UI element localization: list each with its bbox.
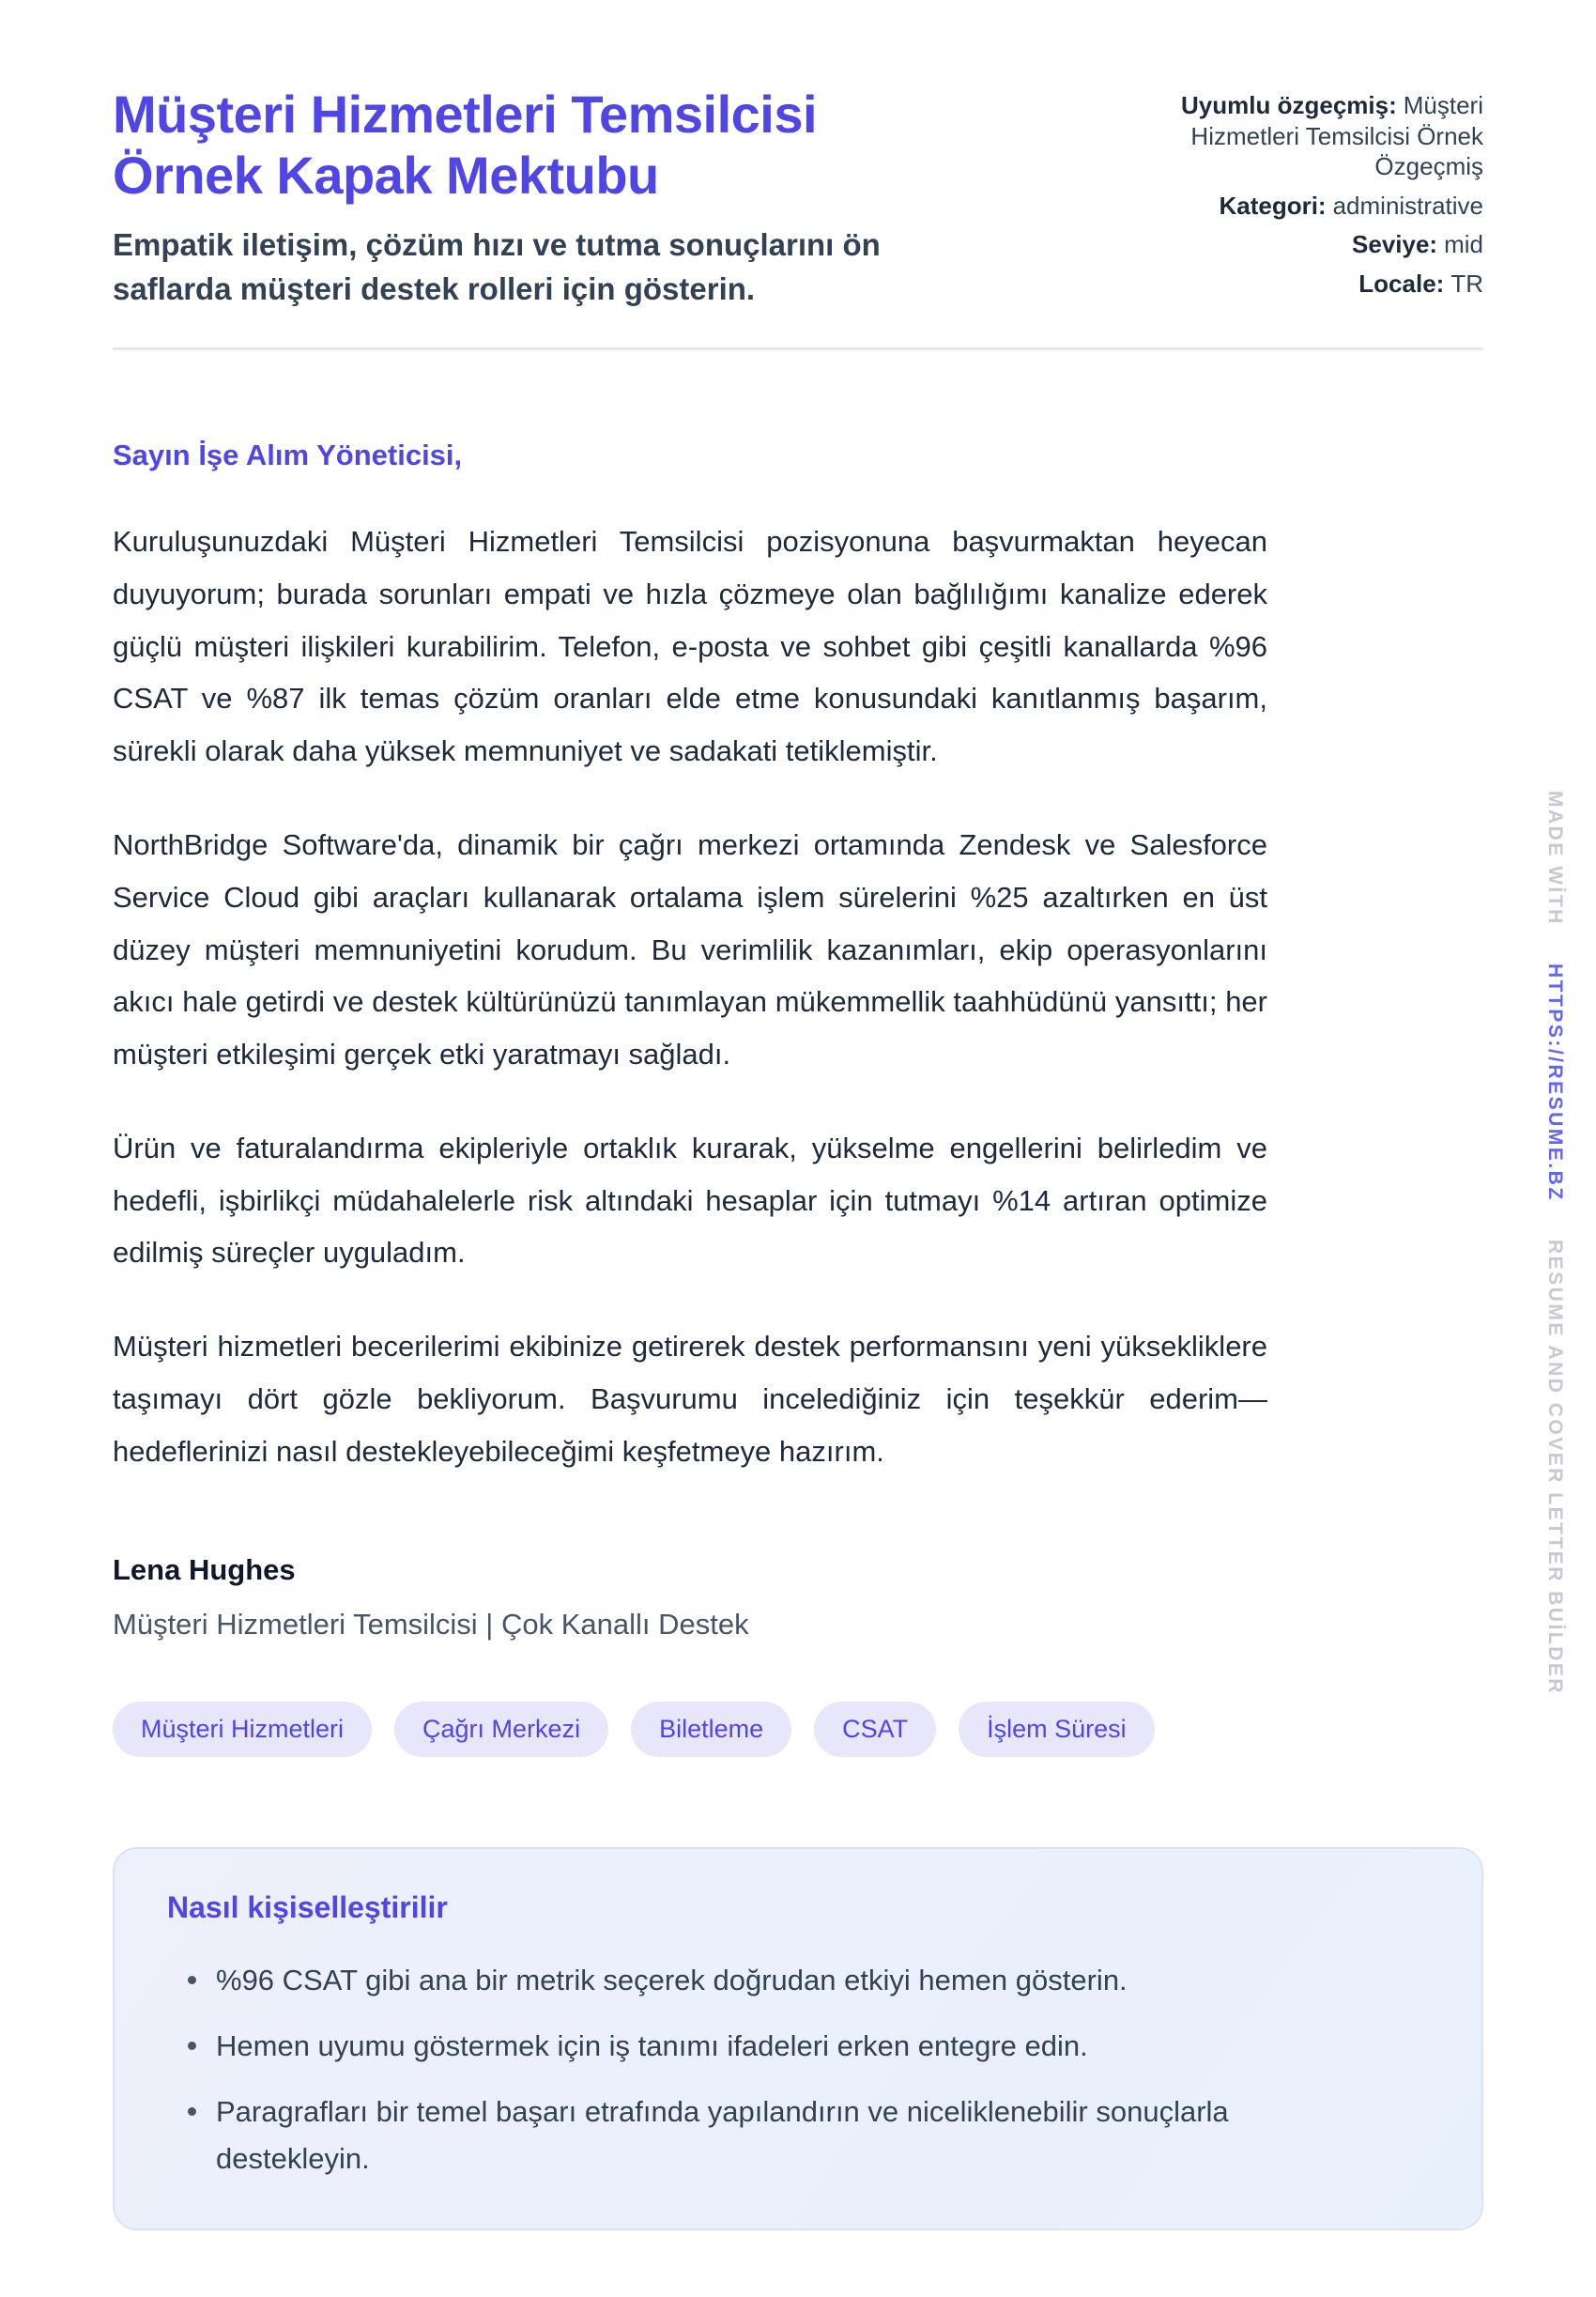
letter-paragraph-1: Kuruluşunuzdaki Müşteri Hizmetleri Temsilcisi pozisyonuna başvurmaktan heyecan duyuyorum; burada sorunları empati ve hızla çözmeye olan bağlılığımı kanalize ederek güçlü müşteri ilişkileri kurabilirim. Telefon, e-posta ve sohbet gibi çeşitli kanallarda %96 CSAT ve %87 ilk temas çözüm oranları elde etme konusundaki kanıtlanmış başarım, sürekli olarak daha yüksek memnuniyet ve sadakati tetiklemiştir. bbox=[113, 524, 1267, 768]
watermark-site-url[interactable]: HTTPS://RESUME.BZ bbox=[1544, 964, 1566, 1202]
signature-role: Müşteri Hizmetleri Temsilcisi | Çok Kanallı Destek bbox=[113, 1607, 749, 1641]
side-watermark bbox=[1543, 776, 1566, 1710]
howto-title: Nasıl kişiselleştirilir bbox=[167, 1889, 448, 1924]
howto-bullet-1: %96 CSAT gibi ana bir metrik seçerek doğrudan etkiyi hemen gösterin. bbox=[188, 1957, 1352, 2004]
tag-list bbox=[113, 1702, 1483, 1757]
meta-row-locale bbox=[1098, 269, 1483, 300]
meta-row-level bbox=[1098, 229, 1483, 260]
tag-biletleme[interactable]: Biletleme bbox=[631, 1702, 791, 1757]
meta-label: Uyumlu özgeçmiş: bbox=[1181, 91, 1397, 119]
cover-letter-body bbox=[113, 437, 1483, 1642]
howto-card bbox=[113, 1847, 1483, 2230]
watermark-made-with: MADE WİTH bbox=[1544, 791, 1566, 926]
letter-paragraph-4: Müşteri hizmetleri becerilerimi ekibinize getirerek destek performansını yeni yüksekliklere taşımayı dört gözle bekliyorum. Başvurumu incelediğiniz için teşekkür ederim—hedeflerinizi nasıl destekleyebileceğimi keşfetmeye hazırım. bbox=[113, 1330, 1267, 1468]
page-title: Müşteri Hizmetleri Temsilcisi Örnek Kapak Mektubu bbox=[113, 85, 818, 205]
tag-islem-suresi[interactable]: İşlem Süresi bbox=[959, 1702, 1155, 1757]
meta-panel bbox=[1098, 90, 1483, 307]
header-title-block bbox=[113, 85, 939, 312]
watermark-tagline: RESUME AND COVER LETTER BUİLDER bbox=[1544, 1240, 1566, 1696]
header bbox=[113, 85, 1483, 312]
meta-label: Kategori: bbox=[1219, 191, 1327, 220]
tag-cagri-merkezi[interactable]: Çağrı Merkezi bbox=[394, 1702, 608, 1757]
howto-bullet-2: Hemen uyumu göstermek için iş tanımı ifadeleri erken entegre edin. bbox=[188, 2023, 1352, 2070]
page-subtitle: Empatik iletişim, çözüm hızı ve tutma sonuçlarını ön saflarda müşteri destek rolleri için gösterin. bbox=[113, 226, 881, 306]
tag-musteri-hizmetleri[interactable]: Müşteri Hizmetleri bbox=[113, 1702, 372, 1757]
meta-row-compatible-resume bbox=[1098, 90, 1483, 182]
divider bbox=[113, 347, 1483, 350]
meta-value: mid bbox=[1444, 230, 1483, 258]
meta-row-category bbox=[1098, 191, 1483, 222]
letter-paragraph-3: Ürün ve faturalandırma ekipleriyle ortaklık kurarak, yükselme engellerini belirledim ve hedefli, işbirlikçi müdahalelerle risk altındaki hesaplar için tutmayı %14 artıran optimize edilmiş süreçler uyguladım. bbox=[113, 1131, 1267, 1270]
meta-label: Seviye: bbox=[1352, 230, 1438, 258]
meta-value: TR bbox=[1450, 269, 1483, 298]
letter-paragraph-2: NorthBridge Software'da, dinamik bir çağrı merkezi ortamında Zendesk ve Salesforce Service Cloud gibi araçları kullanarak ortalama işlem sürelerini %25 azaltırken en üst düzey müşteri memnuniyetini korudum. Bu verimlilik kazanımları, ekip operasyonlarını akıcı hale getirdi ve destek kültürünüzü tanımlayan mükemmellik taahhüdünü yansıttı; her müşteri etkileşimi gerçek etki yaratmayı sağladı. bbox=[113, 827, 1267, 1071]
greeting: Sayın İşe Alım Yöneticisi, bbox=[113, 438, 463, 471]
meta-value: Müşteri Hizmetleri Temsilcisi Örnek Özgeçmiş bbox=[1190, 91, 1483, 180]
signature-name: Lena Hughes bbox=[113, 1552, 296, 1586]
tag-csat[interactable]: CSAT bbox=[814, 1702, 936, 1757]
meta-label: Locale: bbox=[1358, 269, 1445, 298]
howto-list bbox=[167, 1957, 1429, 2183]
howto-bullet-3: Paragrafları bir temel başarı etrafında yapılandırın ve niceliklenebilir sonuçlarla destekleyin. bbox=[188, 2089, 1352, 2182]
meta-value: administrative bbox=[1332, 191, 1483, 220]
